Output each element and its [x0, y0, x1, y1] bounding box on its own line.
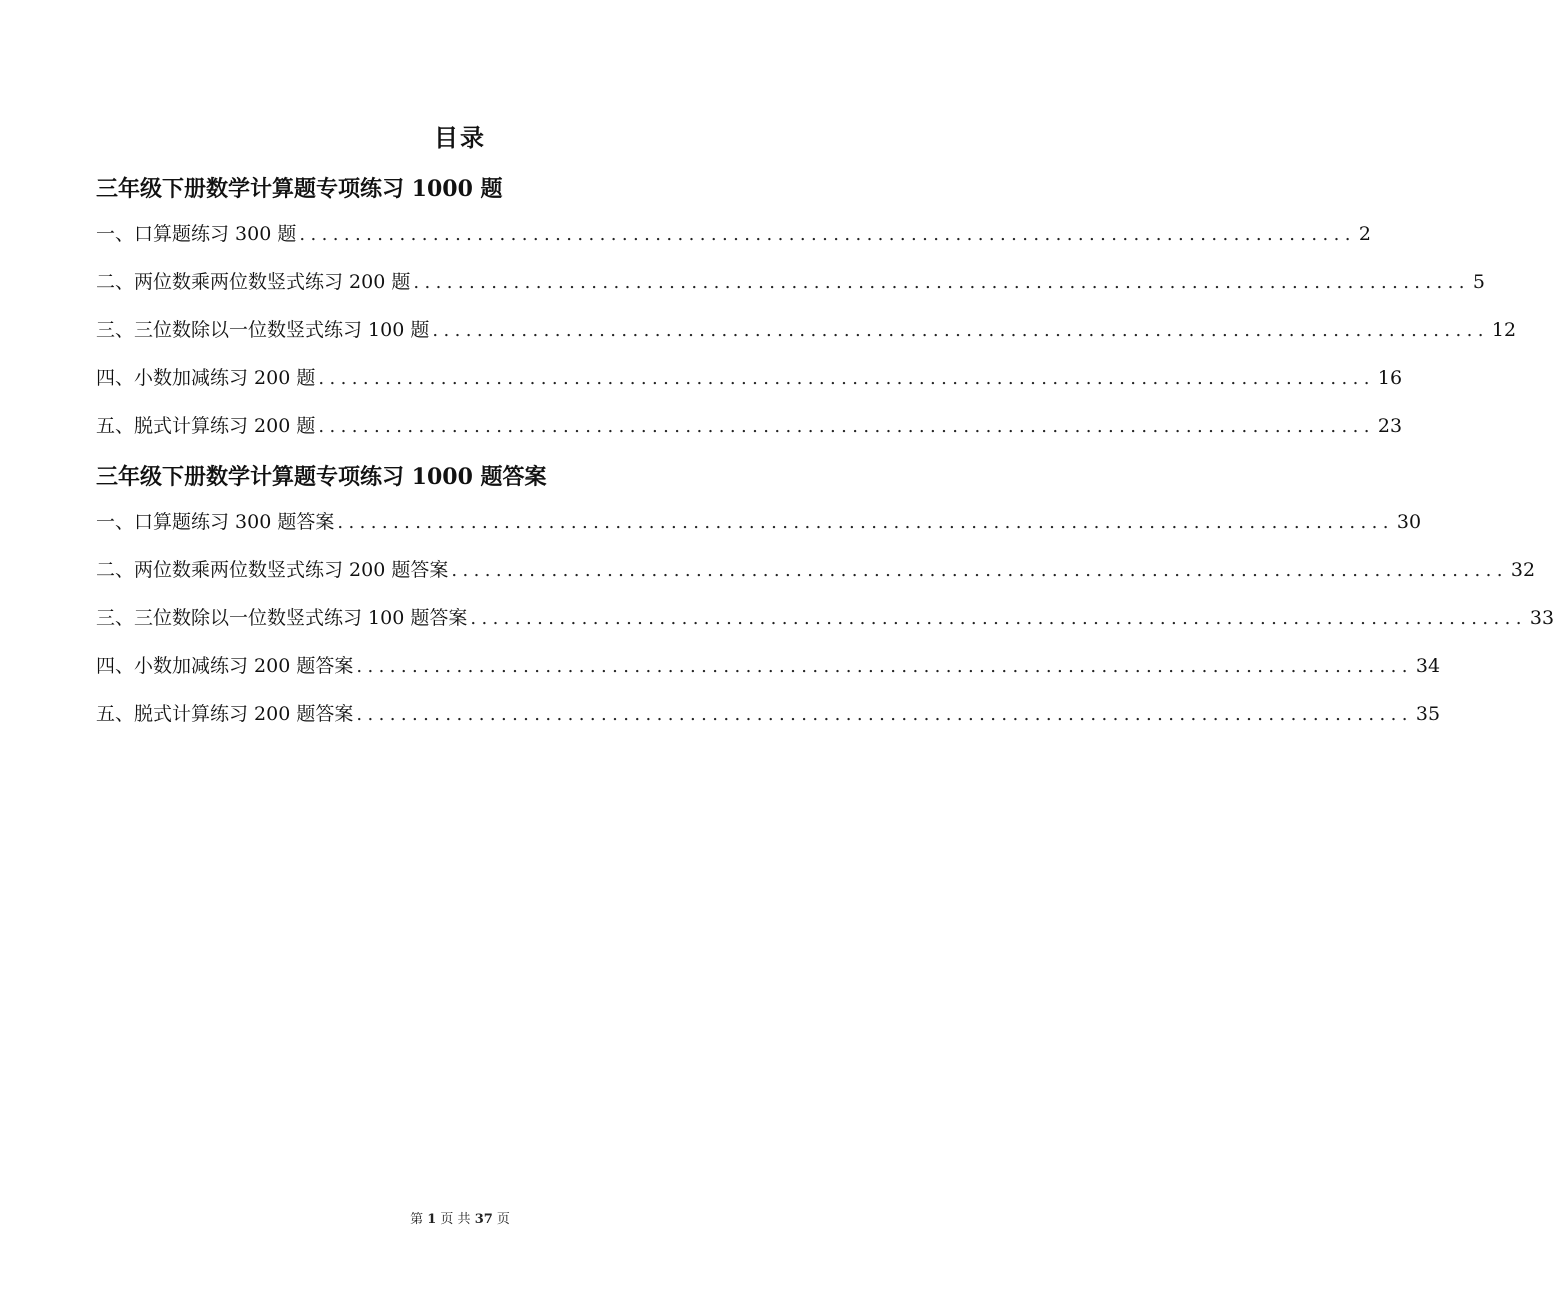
footer-middle: 页 共	[440, 1212, 471, 1227]
toc-entry-page: 23	[1377, 415, 1403, 437]
toc-entry-page: 35	[1415, 703, 1441, 725]
footer-total-pages: 37	[474, 1212, 493, 1227]
footer-current-page: 1	[427, 1212, 437, 1227]
toc-entry-page: 30	[1396, 511, 1422, 533]
section-title-answers: 三年级下册数学计算题专项练习 1000 题答案	[96, 464, 547, 490]
toc-entry-label: 五、脱式计算练习 200 题	[96, 415, 316, 437]
toc-entry-page: 32	[1510, 559, 1536, 581]
dot-leader: ...............................................................................................	[356, 656, 1413, 677]
dot-leader: ...............................................................................................	[451, 560, 1508, 581]
toc-entry-label: 三、三位数除以一位数竖式练习 100 题答案	[96, 607, 468, 629]
toc-entry-page: 34	[1415, 655, 1441, 677]
dot-leader: ...............................................................................................	[413, 272, 1470, 293]
toc-entry-label: 二、两位数乘两位数竖式练习 200 题答案	[96, 559, 449, 581]
toc-entry-page: 12	[1491, 319, 1517, 341]
toc-entry[interactable]	[96, 411, 1403, 441]
toc-entry[interactable]	[96, 555, 1536, 585]
toc-entry-page: 33	[1529, 607, 1554, 629]
toc-entry[interactable]	[96, 363, 1403, 393]
toc-entry-page: 5	[1472, 271, 1486, 293]
toc-entry-label: 四、小数加减练习 200 题答案	[96, 655, 354, 677]
footer-suffix: 页	[496, 1212, 510, 1227]
toc-entry-label: 二、两位数乘两位数竖式练习 200 题	[96, 271, 411, 293]
toc-entry-label: 四、小数加减练习 200 题	[96, 367, 316, 389]
toc-heading: 目录	[434, 123, 486, 152]
toc-entry-page: 2	[1358, 223, 1372, 245]
dot-leader: ...............................................................................................	[318, 368, 1375, 389]
section-title-exercises: 三年级下册数学计算题专项练习 1000 题	[96, 176, 503, 202]
dot-leader: ...............................................................................................	[337, 512, 1394, 533]
page-footer	[0, 1208, 920, 1227]
toc-entry[interactable]	[96, 219, 1372, 249]
dot-leader: ...............................................................................................	[432, 320, 1489, 341]
toc-entry-page: 16	[1377, 367, 1403, 389]
toc-entry[interactable]	[96, 651, 1441, 681]
toc-entry-label: 一、口算题练习 300 题	[96, 223, 297, 245]
toc-entry-label: 五、脱式计算练习 200 题答案	[96, 703, 354, 725]
toc-entry[interactable]	[96, 507, 1422, 537]
toc-entry[interactable]	[96, 699, 1441, 729]
toc-entry-label: 三、三位数除以一位数竖式练习 100 题	[96, 319, 430, 341]
dot-leader: ...............................................................................................	[470, 608, 1527, 629]
dot-leader: ...............................................................................................	[299, 224, 1356, 245]
toc-entry[interactable]	[96, 315, 1517, 345]
toc-entry-label: 一、口算题练习 300 题答案	[96, 511, 335, 533]
footer-prefix: 第	[410, 1212, 424, 1227]
toc-entry[interactable]	[96, 603, 1554, 633]
toc-entry[interactable]	[96, 267, 1486, 297]
dot-leader: ...............................................................................................	[356, 704, 1413, 725]
dot-leader: ...............................................................................................	[318, 416, 1375, 437]
